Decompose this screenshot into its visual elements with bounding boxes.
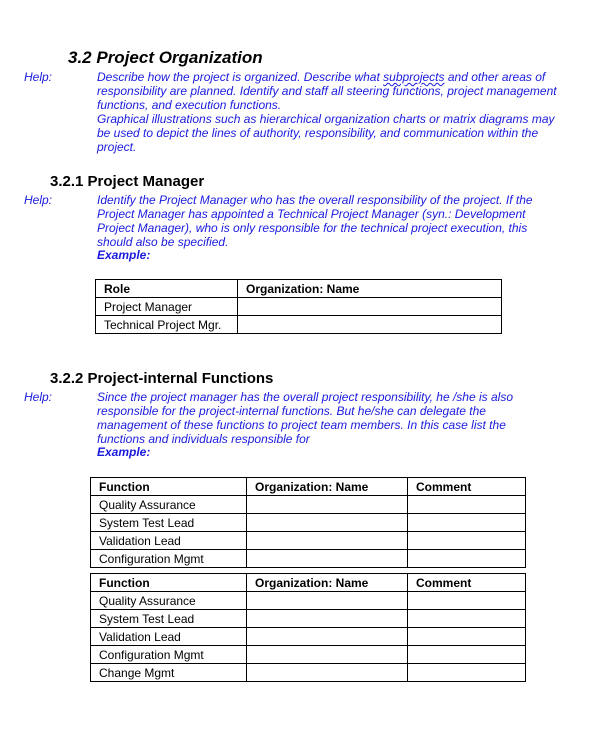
section-title: 3.2 Project Organization: [68, 48, 263, 67]
table-row: [91, 496, 526, 514]
help-text: Since the project manager has the overall project responsibility, he /she is also responsible for the project-internal functions. But he/she can delegate the management of these functions to project team members. In this case list the functions and individuals responsible for: [97, 390, 513, 446]
table-cell[interactable]: [247, 532, 408, 550]
table-cell[interactable]: [247, 550, 408, 568]
table-row: [91, 532, 526, 550]
column-header: Comment: [408, 574, 526, 592]
column-header: Organization: Name: [247, 478, 408, 496]
column-header: Function: [91, 574, 247, 592]
table-cell[interactable]: [408, 592, 526, 610]
project-manager-table: [95, 279, 502, 334]
table-cell[interactable]: Validation Lead: [91, 532, 247, 550]
column-header: Comment: [408, 478, 526, 496]
table-row: [91, 592, 526, 610]
table-header-row: [91, 478, 526, 496]
table-cell[interactable]: Quality Assurance: [91, 496, 247, 514]
help-paragraph: Describe how the project is organized. Describe what subprojects and other areas of responsibility are planned. Identify and staff all steering functions, project management functions, and execution functions.: [97, 70, 557, 112]
example-label: Example:: [97, 248, 151, 262]
help-text: [97, 70, 557, 154]
table-cell[interactable]: System Test Lead: [91, 610, 247, 628]
table-cell[interactable]: [247, 496, 408, 514]
column-header: Organization: Name: [247, 574, 408, 592]
subsection-title-project-manager: 3.2.1 Project Manager: [50, 173, 205, 190]
table-cell[interactable]: [247, 514, 408, 532]
table-header-row: [91, 574, 526, 592]
table-row: [96, 298, 502, 316]
table-row: [91, 514, 526, 532]
table-cell[interactable]: [247, 646, 408, 664]
help-text: Identify the Project Manager who has the overall responsibility of the project. If the Project Manager has appointed a Technical Project Manager (syn.: Development Project Manager), who is only responsible for the technical project execution, this should also be specified.: [97, 193, 533, 249]
help-label: Help:: [24, 193, 53, 207]
table-row: [91, 550, 526, 568]
subsection-title-internal-functions: 3.2.2 Project-internal Functions: [50, 370, 274, 387]
table-cell[interactable]: Change Mgmt: [91, 664, 247, 682]
table-row: [96, 316, 502, 334]
table-cell[interactable]: [408, 646, 526, 664]
help-label: Help:: [24, 70, 53, 84]
table-cell[interactable]: [408, 496, 526, 514]
table-header-row: [96, 280, 502, 298]
table-cell[interactable]: [408, 664, 526, 682]
table-cell[interactable]: Quality Assurance: [91, 592, 247, 610]
table-cell[interactable]: [247, 610, 408, 628]
spellcheck-word: subprojects: [383, 70, 445, 84]
table-cell[interactable]: Configuration Mgmt: [91, 550, 247, 568]
table-cell[interactable]: Validation Lead: [91, 628, 247, 646]
table-row: [91, 628, 526, 646]
table-row: [91, 610, 526, 628]
column-header: Role: [96, 280, 238, 298]
table-row: [91, 646, 526, 664]
table-cell[interactable]: [408, 550, 526, 568]
table-cell[interactable]: [408, 514, 526, 532]
help-paragraph: Graphical illustrations such as hierarchical organization charts or matrix diagrams may be used to depict the lines of authority, responsibility, and communication within the project.: [97, 112, 555, 154]
table-cell[interactable]: [247, 664, 408, 682]
column-header: Function: [91, 478, 247, 496]
table-cell[interactable]: [408, 610, 526, 628]
table-cell[interactable]: System Test Lead: [91, 514, 247, 532]
table-cell[interactable]: [238, 316, 502, 334]
functions-table: [90, 573, 526, 682]
table-cell[interactable]: [247, 628, 408, 646]
table-cell[interactable]: [238, 298, 502, 316]
example-label: Example:: [97, 445, 151, 459]
functions-table: [90, 477, 526, 568]
column-header: Organization: Name: [238, 280, 502, 298]
table-cell[interactable]: Configuration Mgmt: [91, 646, 247, 664]
table-cell[interactable]: [408, 532, 526, 550]
table-cell[interactable]: Technical Project Mgr.: [96, 316, 238, 334]
help-label: Help:: [24, 390, 53, 404]
table-cell[interactable]: [408, 628, 526, 646]
table-cell[interactable]: [247, 592, 408, 610]
table-row: [91, 664, 526, 682]
table-cell[interactable]: Project Manager: [96, 298, 238, 316]
